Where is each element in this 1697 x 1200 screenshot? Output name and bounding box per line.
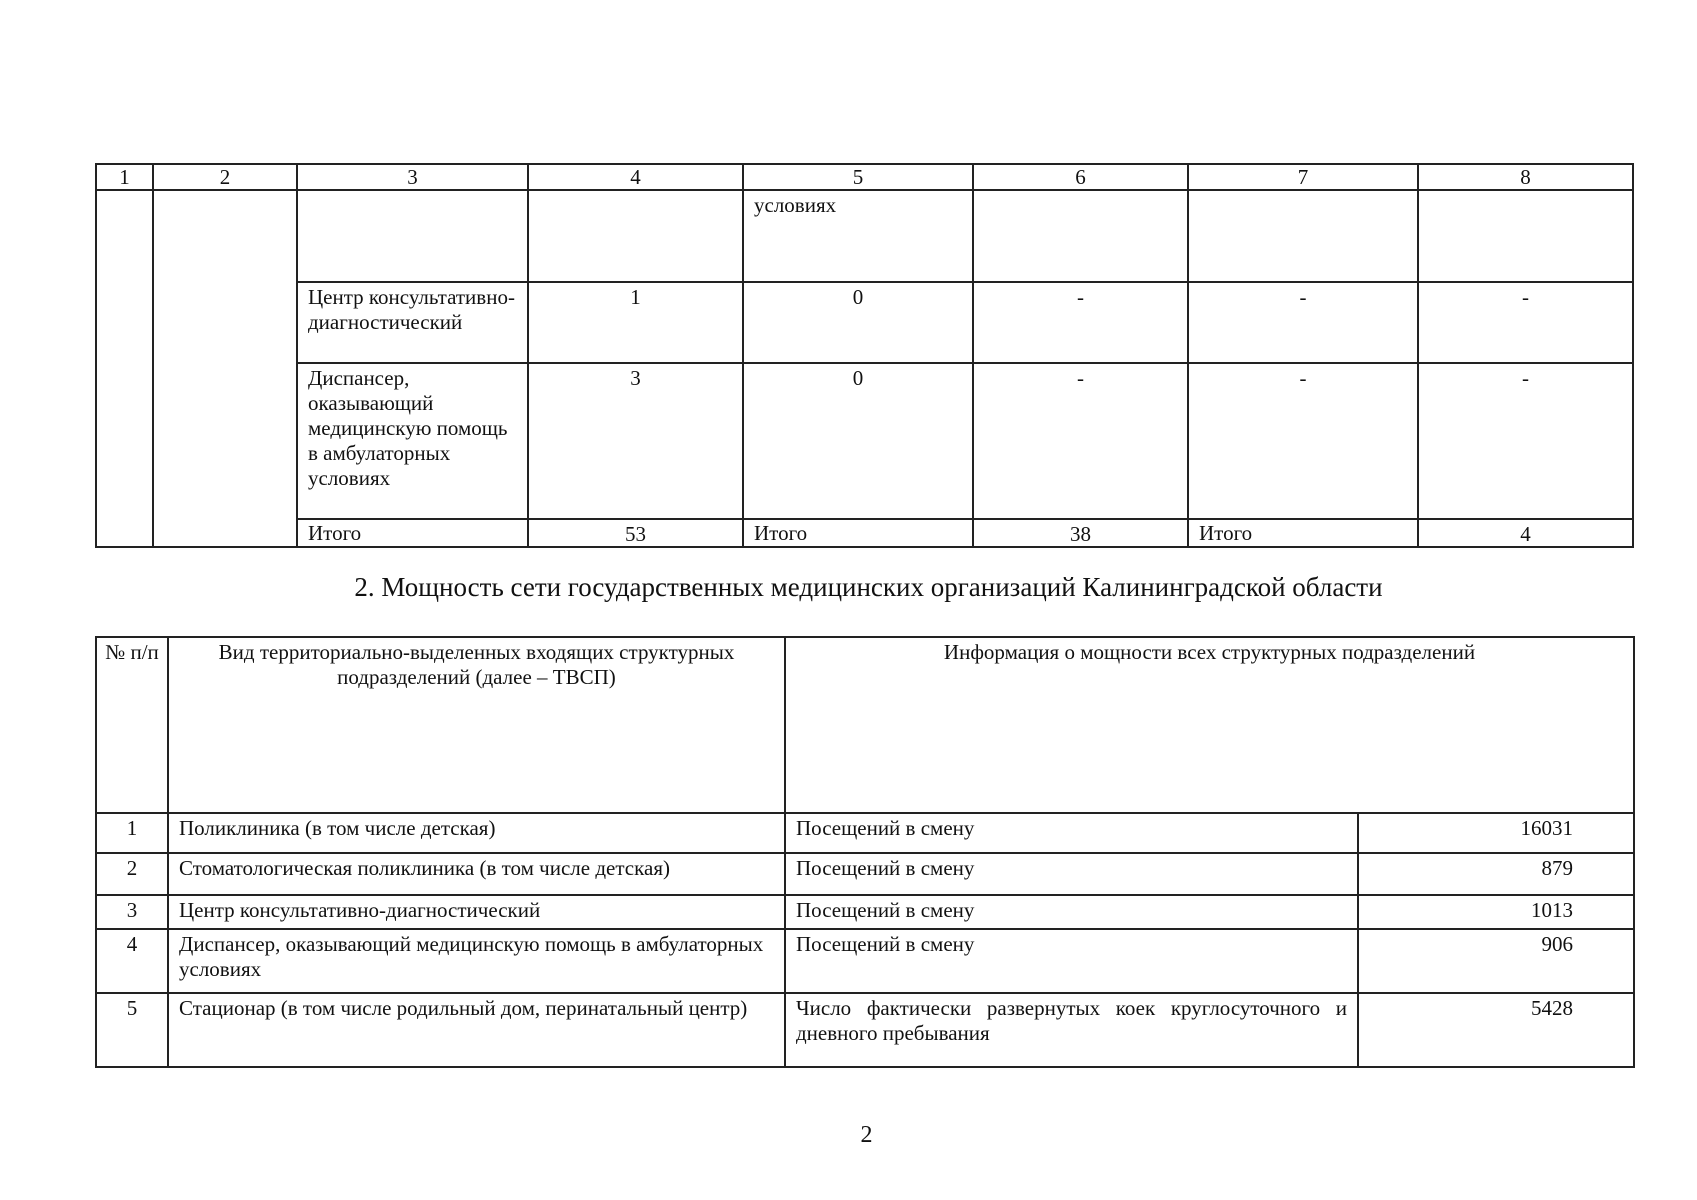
column-number: 2: [153, 164, 297, 190]
row-metric: Посещений в смену: [785, 929, 1358, 993]
cell-count: 3: [528, 363, 743, 519]
cell-count: [973, 190, 1188, 282]
cell-count: [528, 190, 743, 282]
cell-dash: -: [1418, 282, 1633, 363]
row-value: 879: [1358, 853, 1634, 895]
row-subdivision-type: Поликлиника (в том числе детская): [168, 813, 785, 853]
column-number: 3: [297, 164, 528, 190]
cell-dash: -: [973, 363, 1188, 519]
row-metric: Посещений в смену: [785, 813, 1358, 853]
cell-count: [1418, 190, 1633, 282]
row-value: 906: [1358, 929, 1634, 993]
merged-cell-col1: [96, 190, 153, 547]
table-row: [96, 363, 1633, 519]
row-number: 4: [96, 929, 168, 993]
merged-cell-col2: [153, 190, 297, 547]
column-number: 5: [743, 164, 973, 190]
column-number: 4: [528, 164, 743, 190]
total-value: 53: [528, 519, 743, 547]
cell-type: [297, 190, 528, 282]
table-row: [96, 282, 1633, 363]
row-metric: Посещений в смену: [785, 853, 1358, 895]
section-title: 2. Мощность сети государственных медицинских организаций Калининградской области: [354, 572, 1383, 602]
row-subdivision-type: Центр консультативно-диагностический: [168, 895, 785, 929]
header-number: № п/п: [96, 637, 168, 813]
header-subdivision-type: Вид территориально-выделенных входящих структурных подразделений (далее – ТВСП): [168, 637, 785, 813]
cell-type: Центр консультативно-диагностический: [297, 282, 528, 363]
column-number-row: [96, 164, 1633, 190]
cell-dash: -: [1188, 363, 1418, 519]
row-metric: Посещений в смену: [785, 895, 1358, 929]
row-number: 3: [96, 895, 168, 929]
row-value: 1013: [1358, 895, 1634, 929]
total-label: Итого: [297, 519, 528, 547]
table-row: [96, 895, 1634, 929]
page-number: 2: [860, 1122, 873, 1148]
cell-dash: -: [973, 282, 1188, 363]
total-row: [96, 519, 1633, 547]
table-row: [96, 993, 1634, 1067]
cell-count: 0: [743, 282, 973, 363]
cell-count: 0: [743, 363, 973, 519]
total-value: 4: [1418, 519, 1633, 547]
row-subdivision-type: Стоматологическая поликлиника (в том числе детская): [168, 853, 785, 895]
capacity-table: [95, 636, 1635, 1068]
row-metric: Число фактически развернутых коек круглосуточного и дневного пребывания: [785, 993, 1358, 1067]
row-number: 5: [96, 993, 168, 1067]
table-row: [96, 929, 1634, 993]
row-number: 2: [96, 853, 168, 895]
table-header-row: [96, 637, 1634, 813]
row-value: 5428: [1358, 993, 1634, 1067]
table-row: [96, 853, 1634, 895]
row-value: 16031: [1358, 813, 1634, 853]
row-subdivision-type: Стационар (в том числе родильный дом, перинатальный центр): [168, 993, 785, 1067]
column-number: 1: [96, 164, 153, 190]
header-capacity-info: Информация о мощности всех структурных подразделений: [785, 637, 1634, 813]
row-subdivision-type: Диспансер, оказывающий медицинскую помощь в амбулаторных условиях: [168, 929, 785, 993]
network-table-continuation: [95, 163, 1634, 548]
table-row: [96, 190, 1633, 282]
total-value: 38: [973, 519, 1188, 547]
total-label: Итого: [1188, 519, 1418, 547]
cell-type: Диспансер, оказывающий медицинскую помощь в амбулаторных условиях: [297, 363, 528, 519]
column-number: 6: [973, 164, 1188, 190]
column-number: 7: [1188, 164, 1418, 190]
row-number: 1: [96, 813, 168, 853]
cell-type: [1188, 190, 1418, 282]
cell-dash: -: [1188, 282, 1418, 363]
total-label: Итого: [743, 519, 973, 547]
cell-type-continued: условиях: [743, 190, 973, 282]
cell-count: 1: [528, 282, 743, 363]
table-row: [96, 813, 1634, 853]
column-number: 8: [1418, 164, 1633, 190]
cell-dash: -: [1418, 363, 1633, 519]
